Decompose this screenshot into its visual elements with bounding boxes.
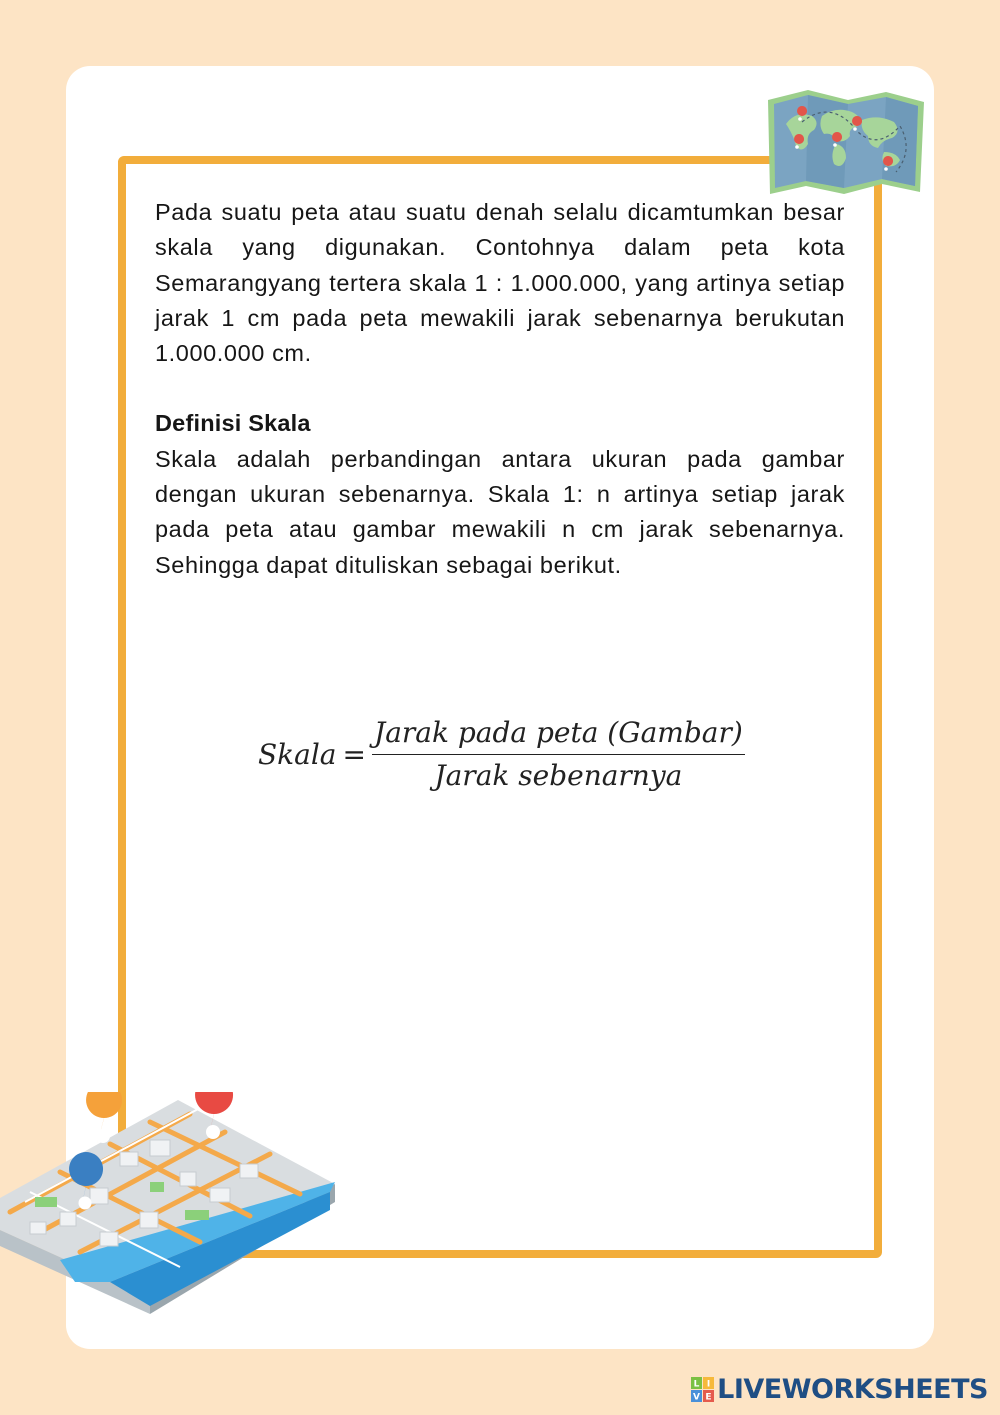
intro-paragraph: Pada suatu peta atau suatu denah selalu dicamtumkan besar skala yang digunakan. Contohnya dalam peta kota Semarangyang tertera skala 1 : 1.000.000, yang artinya setiap jarak 1 cm pada peta mewakili jarak sebenarnya berukutan 1.000.000 cm. [155, 199, 845, 367]
definition-paragraph: Skala adalah perbandingan antara ukuran pada gambar dengan ukuran sebenarnya. Skala 1: n artinya setiap jarak pada peta atau gambar mewakili n cm jarak sebenarnya. Sehingga dapat dituliskan sebagai berikut. [155, 445, 845, 578]
scale-formula [258, 716, 745, 792]
liveworksheets-logo-icon [691, 1377, 715, 1403]
formula-lhs: Skala [258, 737, 337, 771]
logo-letter-3: V [693, 1392, 701, 1402]
logo-letter-1: L [693, 1379, 700, 1389]
main-text [155, 195, 845, 583]
logo-letter-2: I [706, 1379, 711, 1389]
formula-equals: = [342, 737, 366, 771]
liveworksheets-brand [691, 1374, 988, 1405]
formula-numerator: Jarak pada peta (Gambar) [372, 716, 745, 755]
city-map-illustration [0, 1092, 335, 1314]
world-map-illustration [764, 86, 928, 198]
formula-fraction [372, 716, 745, 792]
section-heading: Definisi Skala [155, 410, 311, 437]
logo-letter-4: E [705, 1392, 712, 1402]
formula-denominator: Jarak sebenarnya [434, 759, 683, 792]
brand-name: LIVEWORKSHEETS [717, 1374, 988, 1405]
